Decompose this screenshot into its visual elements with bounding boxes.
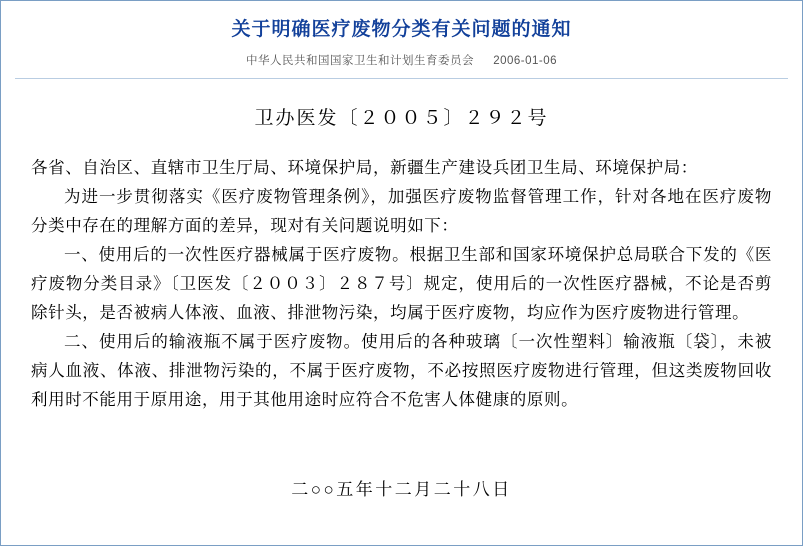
document-header xyxy=(1,1,802,68)
document-date: 2006-01-06 xyxy=(493,55,558,67)
document-source: 中华人民共和国国家卫生和计划生育委员会 xyxy=(245,55,474,67)
sign-date: 二○○五年十二月二十八日 xyxy=(291,480,512,499)
page-title: 关于明确医疗废物分类有关问题的通知 xyxy=(231,19,572,40)
paragraph-item-2: 二、使用后的输液瓶不属于医疗废物。使用后的各种玻璃〔一次性塑料〕输液瓶〔袋〕，未被病人血液、体液、排泄物污染的，不属于医疗废物，不必按照医疗废物进行管理，但这类废物回收利用时不能用于原用途，用于其他用途时应符合不危害人体健康的原则。 xyxy=(31,332,772,409)
document-number: 卫办医发〔２００５〕２９２号 xyxy=(254,108,549,129)
document-meta xyxy=(1,52,802,68)
salutation: 各省、自治区、直辖市卫生厅局、环境保护局，新疆生产建设兵团卫生局、环境保护局： xyxy=(31,158,698,177)
paragraph-item-1: 一、使用后的一次性医疗器械属于医疗废物。根据卫生部和国家环境保护总局联合下发的《医疗废物分类目录》〔卫医发〔２００３〕２８７号〕规定，使用后的一次性医疗器械，不论是否剪除针头，是否被病人体液、血液、排泄物污染，均属于医疗废物，均应作为医疗废物进行管理。 xyxy=(31,245,772,322)
document-body xyxy=(1,105,802,504)
paragraph-intro: 为进一步贯彻落实《医疗废物管理条例》，加强医疗废物监督管理工作，针对各地在医疗废物分类中存在的理解方面的差异，现对有关问题说明如下： xyxy=(31,187,772,235)
header-divider xyxy=(15,78,788,79)
